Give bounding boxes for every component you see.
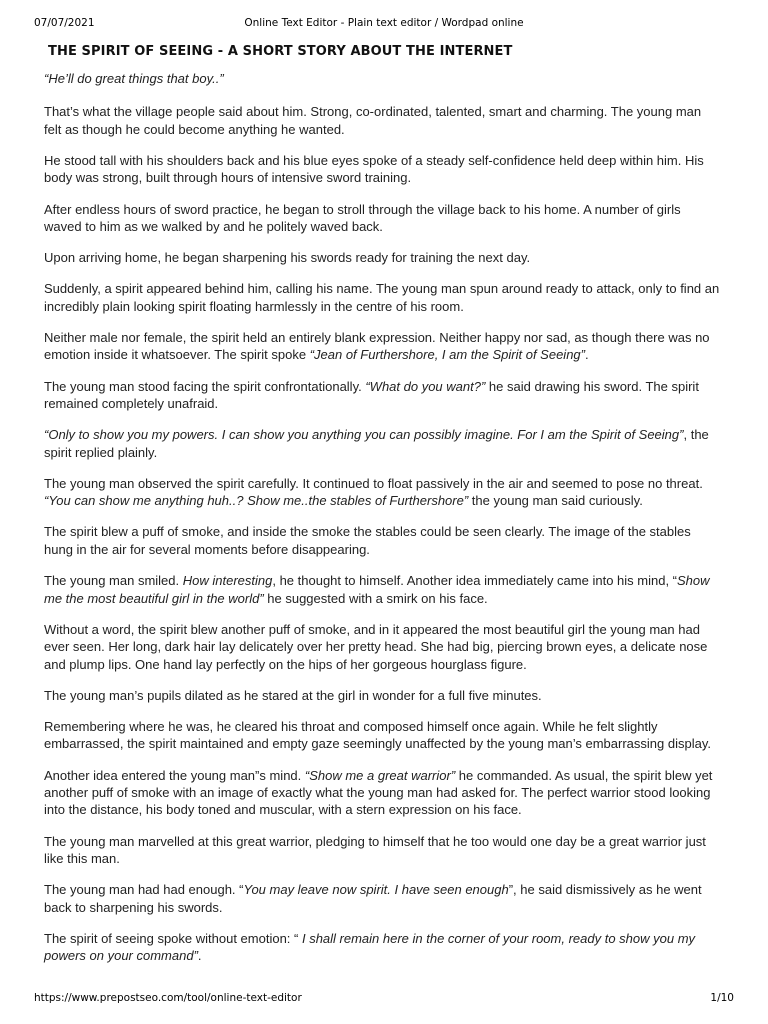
text-run: The young man observed the spirit carefully. It continued to float passively in the air and seemed to pose no threat. (44, 475, 703, 491)
story-paragraph (44, 881, 720, 916)
story-paragraph (44, 152, 720, 187)
italic-text-run: “Jean of Furthershore, I am the Spirit of Seeing” (309, 347, 585, 363)
story-paragraph (44, 70, 720, 87)
document-body (44, 44, 720, 978)
text-run: The spirit blew a puff of smoke, and inside the smoke the stables could be seen clearly. The image of the stables hung in the air for several moments before disappearing. (44, 524, 691, 557)
text-run: After endless hours of sword practice, he began to stroll through the village back to his home. A number of girls waved to him as we walked by and he politely waved back. (44, 201, 681, 235)
text-run: ”, he said dismissively as he went back to sharpening his swords. (44, 882, 702, 915)
italic-text-run: “Only to show you my powers. I can show you anything you can possibly imagine. For I am the Spirit of Seeing” (44, 427, 684, 443)
document-paragraphs (44, 70, 720, 965)
print-url: https://www.prepostseo.com/tool/online-text-editor (34, 992, 302, 1004)
italic-text-run: Show me the most beautiful girl in the world” (44, 573, 710, 606)
text-run: Neither male nor female, the spirit held an entirely blank expression. Neither happy nor sad, as though there was no emotion inside it whatsoever. The spirit spoke (44, 330, 710, 363)
text-run: he suggested with a smirk on his face. (263, 590, 488, 606)
text-run: Suddenly, a spirit appeared behind him, calling his name. The young man spun around ready to attack, only to find an incredibly plain looking spirit floating harmlessly in the centre of his room. (44, 281, 720, 314)
text-run: He stood tall with his shoulders back and his blue eyes spoke of a steady self-confidence held deep within him. His body was strong, built through hours of intensive sword training. (44, 153, 704, 186)
story-paragraph (44, 930, 720, 965)
text-run: Another idea entered the young man”s mind. (44, 767, 305, 783)
italic-text-run: I shall remain here in the corner of your room, ready to show you my powers on your command” (44, 930, 696, 964)
print-date: 07/07/2021 (34, 17, 95, 29)
story-paragraph (44, 523, 720, 558)
story-paragraph (44, 378, 720, 413)
italic-text-run: “He’ll do great things that boy..” (44, 71, 224, 86)
text-run: . (585, 347, 589, 363)
text-run: That’s what the village people said about him. Strong, co-ordinated, talented, smart and charming. The young man felt as though he could become anything he wanted. (44, 104, 702, 137)
text-run: The spirit of seeing spoke without emotion: “ (44, 930, 302, 946)
italic-text-run: “What do you want?” (365, 378, 486, 394)
story-paragraph (44, 718, 720, 753)
story-paragraph (44, 572, 720, 607)
story-paragraph (44, 687, 720, 704)
italic-text-run: You may leave now spirit. I have seen enough (243, 882, 509, 898)
story-paragraph (44, 426, 720, 461)
story-paragraph (44, 475, 720, 510)
story-paragraph (44, 833, 720, 868)
story-paragraph (44, 329, 720, 364)
text-run: Remembering where he was, he cleared his throat and composed himself once again. While he felt slightly embarrassed, the spirit maintained and empty gaze seemingly unaffected by the young man’s embarrassing display. (44, 718, 711, 752)
story-paragraph (44, 201, 720, 236)
document-title: THE SPIRIT OF SEEING - A SHORT STORY ABOUT THE INTERNET (48, 44, 513, 59)
page-number: 1/10 (710, 992, 734, 1004)
print-page-title: Online Text Editor - Plain text editor / Wordpad online (244, 17, 524, 29)
text-run: he said drawing his sword. The spirit remained completely unafraid. (44, 378, 699, 412)
italic-text-run: “Show me a great warrior” (304, 767, 456, 783)
text-run: the young man said curiously. (468, 493, 643, 509)
story-paragraph (44, 621, 720, 673)
story-paragraph (44, 103, 720, 138)
text-run: The young man stood facing the spirit confrontationally. (44, 378, 366, 394)
text-run: . (197, 948, 202, 964)
text-run: The young man smiled. (44, 573, 183, 589)
print-footer (34, 992, 734, 1006)
italic-text-run: “You can show me anything huh..? Show me..the stables of Furthershore” (44, 493, 469, 509)
text-run: The young man marvelled at this great warrior, pledging to himself that he too would one day be a great warrior just like this man. (44, 833, 706, 866)
story-paragraph (44, 280, 720, 315)
text-run: he commanded. As usual, the spirit blew yet another puff of smoke with an image of exactly what the young man had asked for. The perfect warrior stood looking into the distance, his body toned and muscular, with a stern expression on his face. (44, 767, 713, 818)
text-run: Upon arriving home, he began sharpening his swords ready for training the next day. (44, 250, 531, 266)
italic-text-run: How interesting (182, 573, 273, 589)
story-paragraph (44, 249, 720, 266)
story-paragraph (44, 767, 720, 819)
text-run: , the spirit replied plainly. (44, 427, 709, 460)
text-run: Without a word, the spirit blew another puff of smoke, and in it appeared the most beautiful girl the young man had ever seen. Her long, dark hair lay delicately over her pretty head. She had big, piercing brown eyes, a delicate nose and plump lips. One hand lay perfectly on the hips of her gorgeous hourglass figure. (44, 621, 708, 672)
print-header (34, 17, 734, 31)
text-run: , he thought to himself. Another idea immediately came into his mind, “ (272, 573, 677, 589)
text-run: The young man had had enough. “ (44, 882, 244, 898)
text-run: The young man’s pupils dilated as he stared at the girl in wonder for a full five minutes. (44, 687, 542, 703)
